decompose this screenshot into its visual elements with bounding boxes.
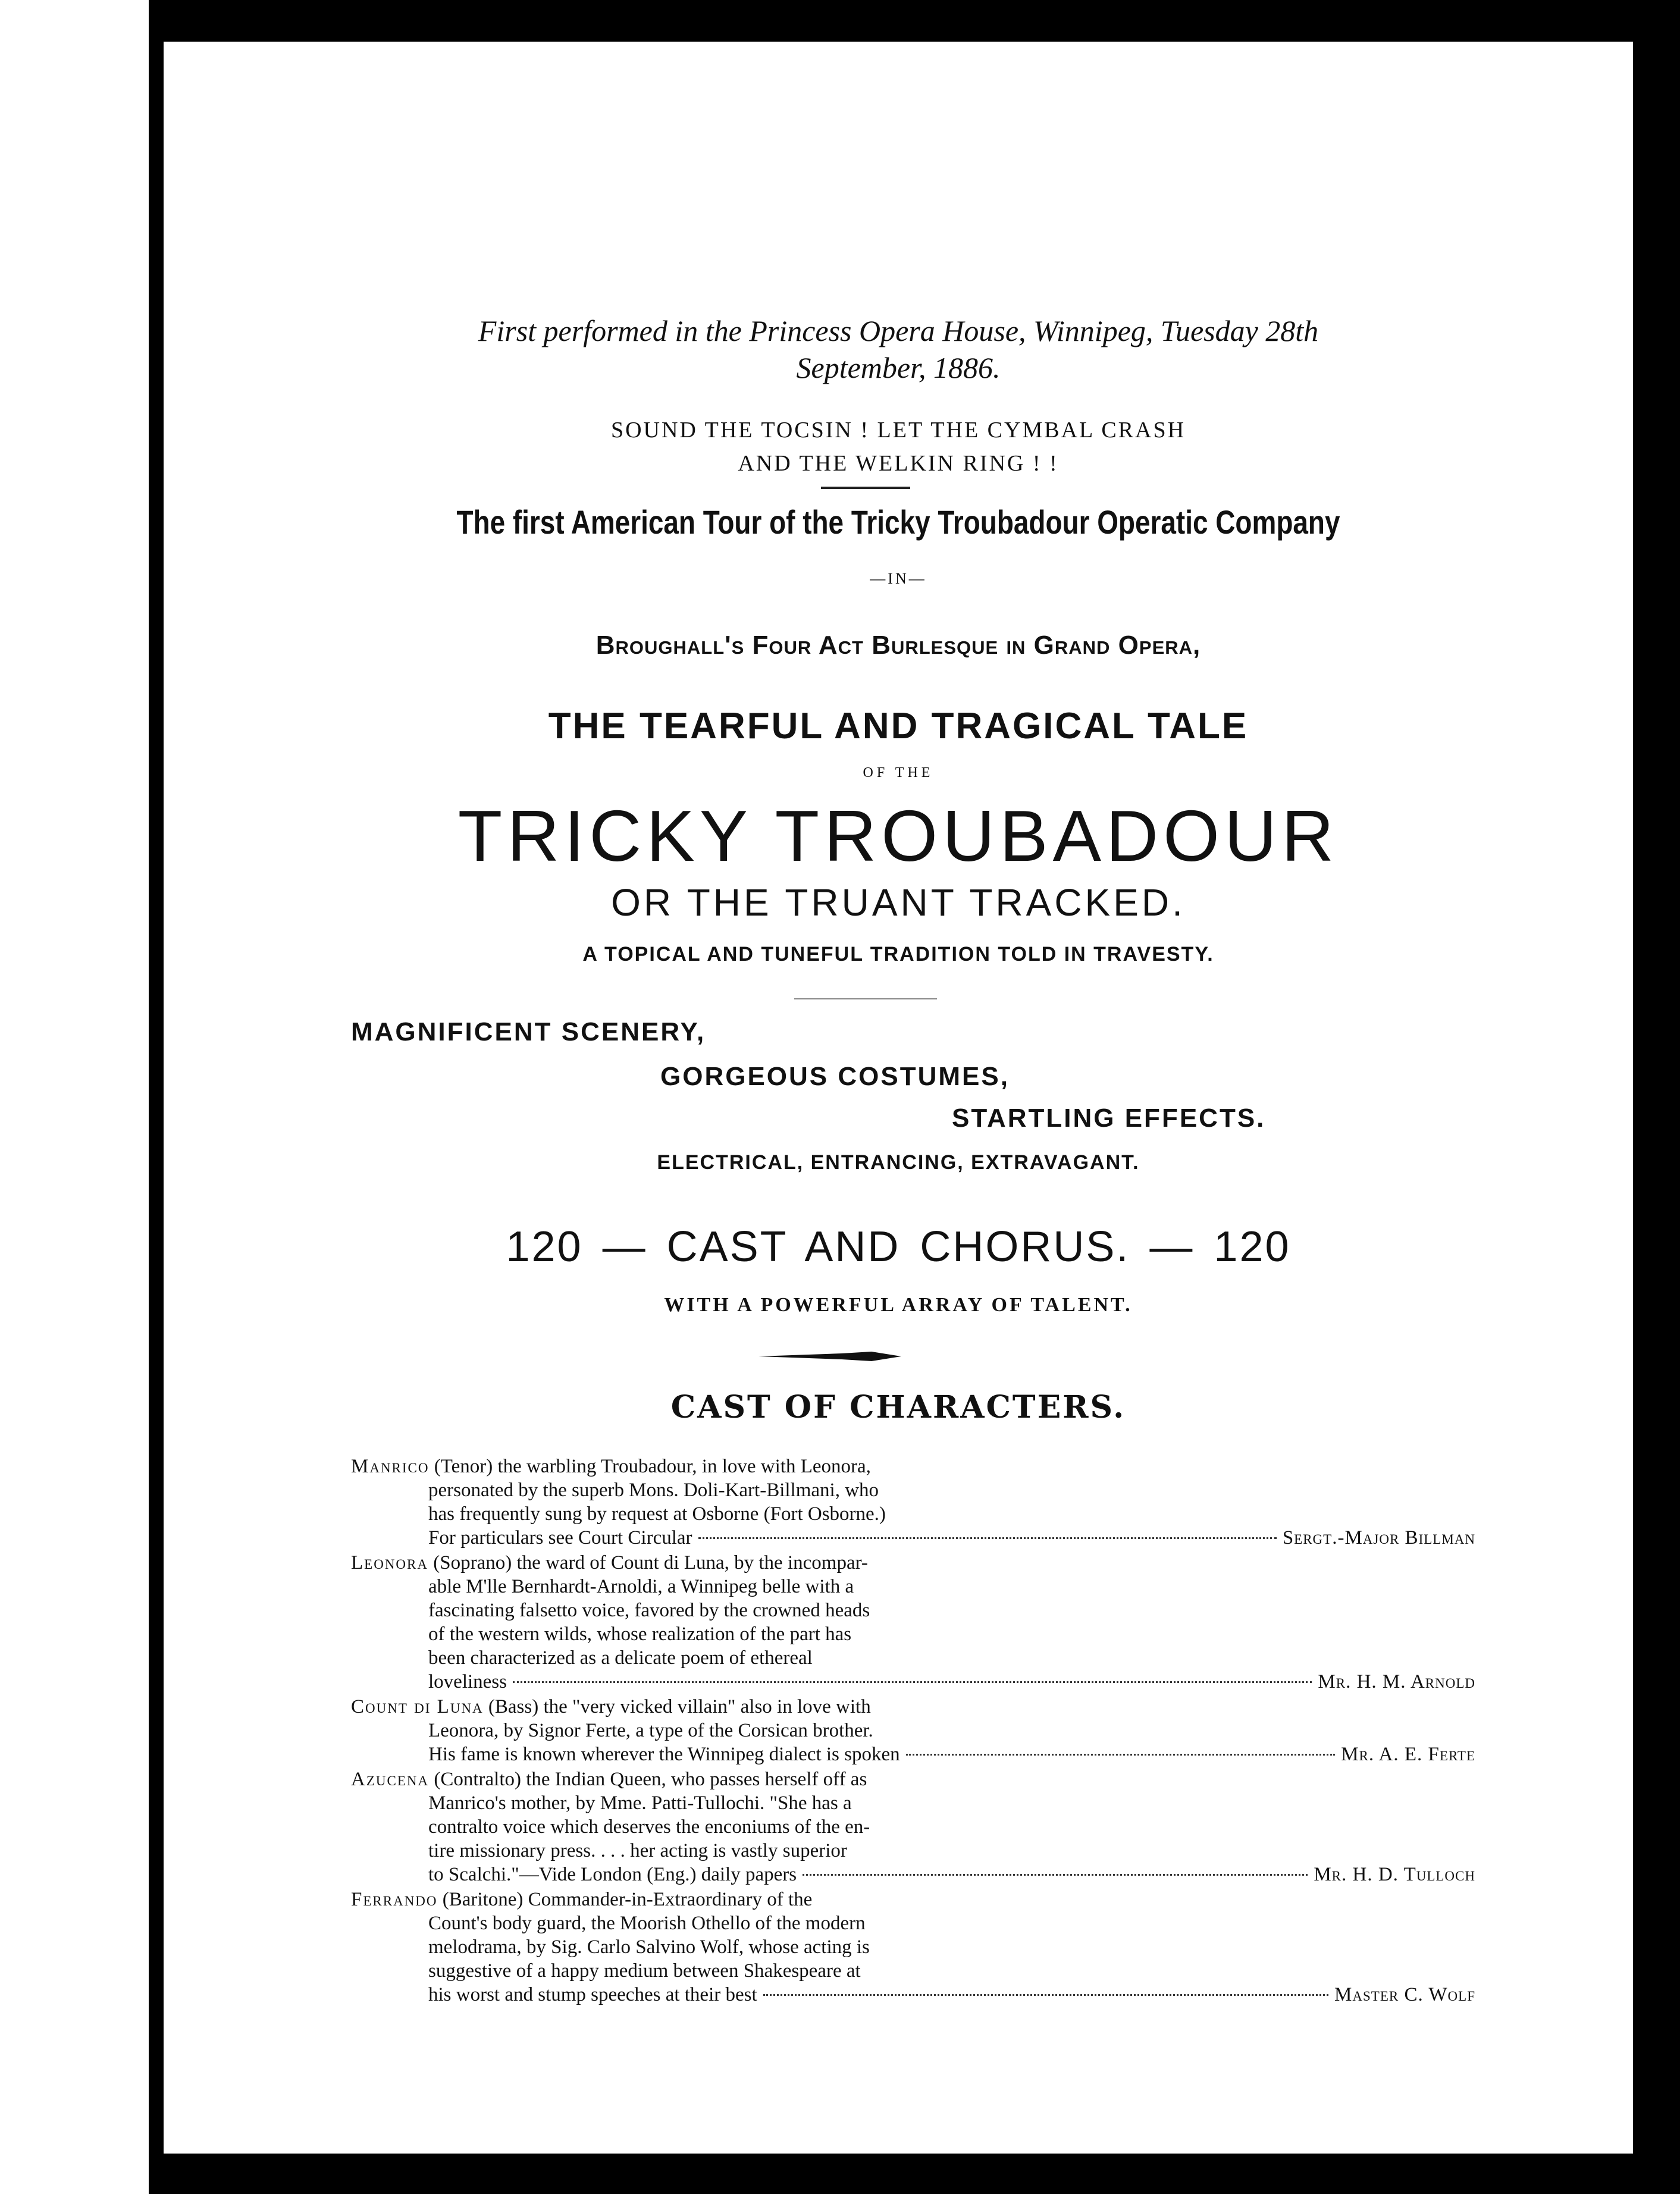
role-description: been characterized as a delicate poem of ethereal bbox=[428, 1647, 813, 1669]
cast-entry bbox=[351, 1695, 1475, 1766]
burlesque-line: Broughall's Four Act Burlesque in Grand Opera, bbox=[595, 631, 1201, 660]
cast-line bbox=[351, 1478, 1475, 1502]
cast-entry bbox=[351, 1551, 1475, 1694]
cast-line bbox=[351, 1575, 1475, 1599]
cast-line bbox=[351, 1646, 1475, 1670]
effect-scenery: MAGNIFICENT SCENERY, bbox=[351, 1017, 706, 1046]
cast-line bbox=[351, 1767, 1475, 1791]
cast-entry bbox=[351, 1888, 1475, 2007]
role-description: Leonora, by Signor Ferte, a type of the Corsican brother. bbox=[428, 1720, 873, 1741]
electrical-line: ELECTRICAL, ENTRANCING, EXTRAVAGANT. bbox=[657, 1151, 1140, 1174]
effect-startling: STARTLING EFFECTS. bbox=[952, 1104, 1266, 1133]
role-description: loveliness bbox=[428, 1671, 507, 1692]
role-name: Leonora bbox=[351, 1552, 428, 1574]
performer-name: Sergt.-Major Billman bbox=[1282, 1527, 1475, 1549]
cast-line bbox=[351, 1911, 1475, 1935]
dot-leader bbox=[698, 1537, 1277, 1539]
topical-tagline: A TOPICAL AND TUNEFUL TRADITION TOLD IN TRAVESTY. bbox=[582, 943, 1214, 966]
performer-name: Mr. A. E. Ferte bbox=[1341, 1744, 1475, 1765]
cast-line bbox=[351, 1959, 1475, 1983]
cast-line bbox=[351, 1791, 1475, 1815]
tocsin-heading: SOUND THE TOCSIN ! LET THE CYMBAL CRASH AND THE WELKIN RING ! ! bbox=[610, 418, 1186, 476]
role-name: Azucena bbox=[351, 1769, 430, 1790]
role-description: (Contralto) the Indian Queen, who passes herself off as bbox=[429, 1769, 867, 1790]
cast-line bbox=[351, 1551, 1475, 1575]
of-the-connector: OF THE bbox=[863, 765, 934, 781]
role-description: personated by the superb Mons. Doli-Kart-Billmani, who bbox=[428, 1480, 879, 1501]
dot-leader bbox=[513, 1681, 1312, 1683]
role-name: Manrico bbox=[351, 1456, 430, 1477]
in-connector: —IN— bbox=[870, 570, 927, 587]
first-performed-note: First performed in the Princess Opera House, Winnipeg, Tuesday 28th September, 1886. bbox=[478, 314, 1319, 384]
role-description: to Scalchi."—Vide London (Eng.) daily papers bbox=[428, 1864, 797, 1885]
divider-rule bbox=[821, 487, 910, 489]
performer-name: Master C. Wolf bbox=[1334, 1984, 1475, 2005]
tearful-tale-heading: THE TEARFUL AND TRAGICAL TALE bbox=[548, 706, 1249, 747]
role-description: (Bass) the "very vicked villain" also in love with bbox=[483, 1696, 871, 1717]
cast-line bbox=[351, 1888, 1475, 1911]
cast-line bbox=[351, 1622, 1475, 1646]
cast-line bbox=[351, 1742, 1475, 1766]
cast-line bbox=[351, 1526, 1475, 1550]
cast-chorus-count: 120 — CAST AND CHORUS. — 120 bbox=[506, 1223, 1291, 1271]
cast-line bbox=[351, 1455, 1475, 1478]
talent-line: WITH A POWERFUL ARRAY OF TALENT. bbox=[664, 1294, 1133, 1316]
role-name: Ferrando bbox=[351, 1889, 438, 1910]
dot-leader bbox=[906, 1754, 1336, 1756]
role-name: Count di Luna bbox=[351, 1696, 484, 1717]
role-description: suggestive of a happy medium between Shakespeare at bbox=[428, 1960, 861, 1982]
role-description: Manrico's mother, by Mme. Patti-Tullochi. "She has a bbox=[428, 1792, 852, 1814]
dot-leader bbox=[763, 1994, 1328, 1996]
role-description: (Baritone) Commander-in-Extraordinary of the bbox=[437, 1889, 813, 1910]
programme-page bbox=[164, 42, 1633, 2154]
adjacent-page-strip bbox=[0, 0, 149, 2194]
role-description: For particulars see Court Circular bbox=[428, 1527, 692, 1549]
performer-name: Mr. H. M. Arnold bbox=[1318, 1671, 1475, 1692]
role-description: has frequently sung by request at Osborne (Fort Osborne.) bbox=[428, 1503, 886, 1525]
cast-entry bbox=[351, 1455, 1475, 1550]
tour-heading: The first American Tour of the Tricky Troubadour Operatic Company bbox=[456, 503, 1340, 541]
effect-costumes: GORGEOUS COSTUMES, bbox=[660, 1062, 1010, 1091]
role-description: his worst and stump speeches at their best bbox=[428, 1984, 757, 2005]
role-description: able M'lle Bernhardt-Arnoldi, a Winnipeg belle with a bbox=[428, 1576, 854, 1597]
cast-line bbox=[351, 1839, 1475, 1863]
role-description: contralto voice which deserves the enconiums of the en- bbox=[428, 1816, 870, 1838]
cast-line bbox=[351, 1983, 1475, 2007]
cast-list bbox=[351, 1455, 1475, 2008]
role-description: His fame is known wherever the Winnipeg dialect is spoken bbox=[428, 1744, 900, 1765]
cast-of-characters-heading: CAST OF CHARACTERS. bbox=[670, 1389, 1126, 1425]
main-title: TRICKY TROUBADOUR bbox=[457, 795, 1339, 876]
role-description: (Soprano) the ward of Count di Luna, by the incompar- bbox=[428, 1552, 868, 1574]
role-description: (Tenor) the warbling Troubadour, in love with Leonora, bbox=[429, 1456, 871, 1477]
cast-line bbox=[351, 1719, 1475, 1742]
performer-name: Mr. H. D. Tulloch bbox=[1314, 1864, 1475, 1885]
dot-leader bbox=[803, 1874, 1308, 1876]
role-description: of the western wilds, whose realization of the part has bbox=[428, 1623, 852, 1645]
cast-line bbox=[351, 1815, 1475, 1839]
cast-line bbox=[351, 1863, 1475, 1886]
divider-rule bbox=[794, 998, 937, 999]
cast-entry bbox=[351, 1767, 1475, 1886]
cast-line bbox=[351, 1695, 1475, 1719]
cast-line bbox=[351, 1935, 1475, 1959]
role-description: fascinating falsetto voice, favored by the crowned heads bbox=[428, 1600, 870, 1621]
cast-line bbox=[351, 1599, 1475, 1622]
cast-line bbox=[351, 1502, 1475, 1526]
cast-line bbox=[351, 1670, 1475, 1694]
subtitle: OR THE TRUANT TRACKED. bbox=[611, 881, 1186, 924]
role-description: Count's body guard, the Moorish Othello of the modern bbox=[428, 1913, 866, 1934]
role-description: melodrama, by Sig. Carlo Salvino Wolf, whose acting is bbox=[428, 1936, 870, 1958]
ornament-divider bbox=[164, 1350, 1633, 1362]
role-description: tire missionary press. . . . her acting is vastly superior bbox=[428, 1840, 847, 1861]
